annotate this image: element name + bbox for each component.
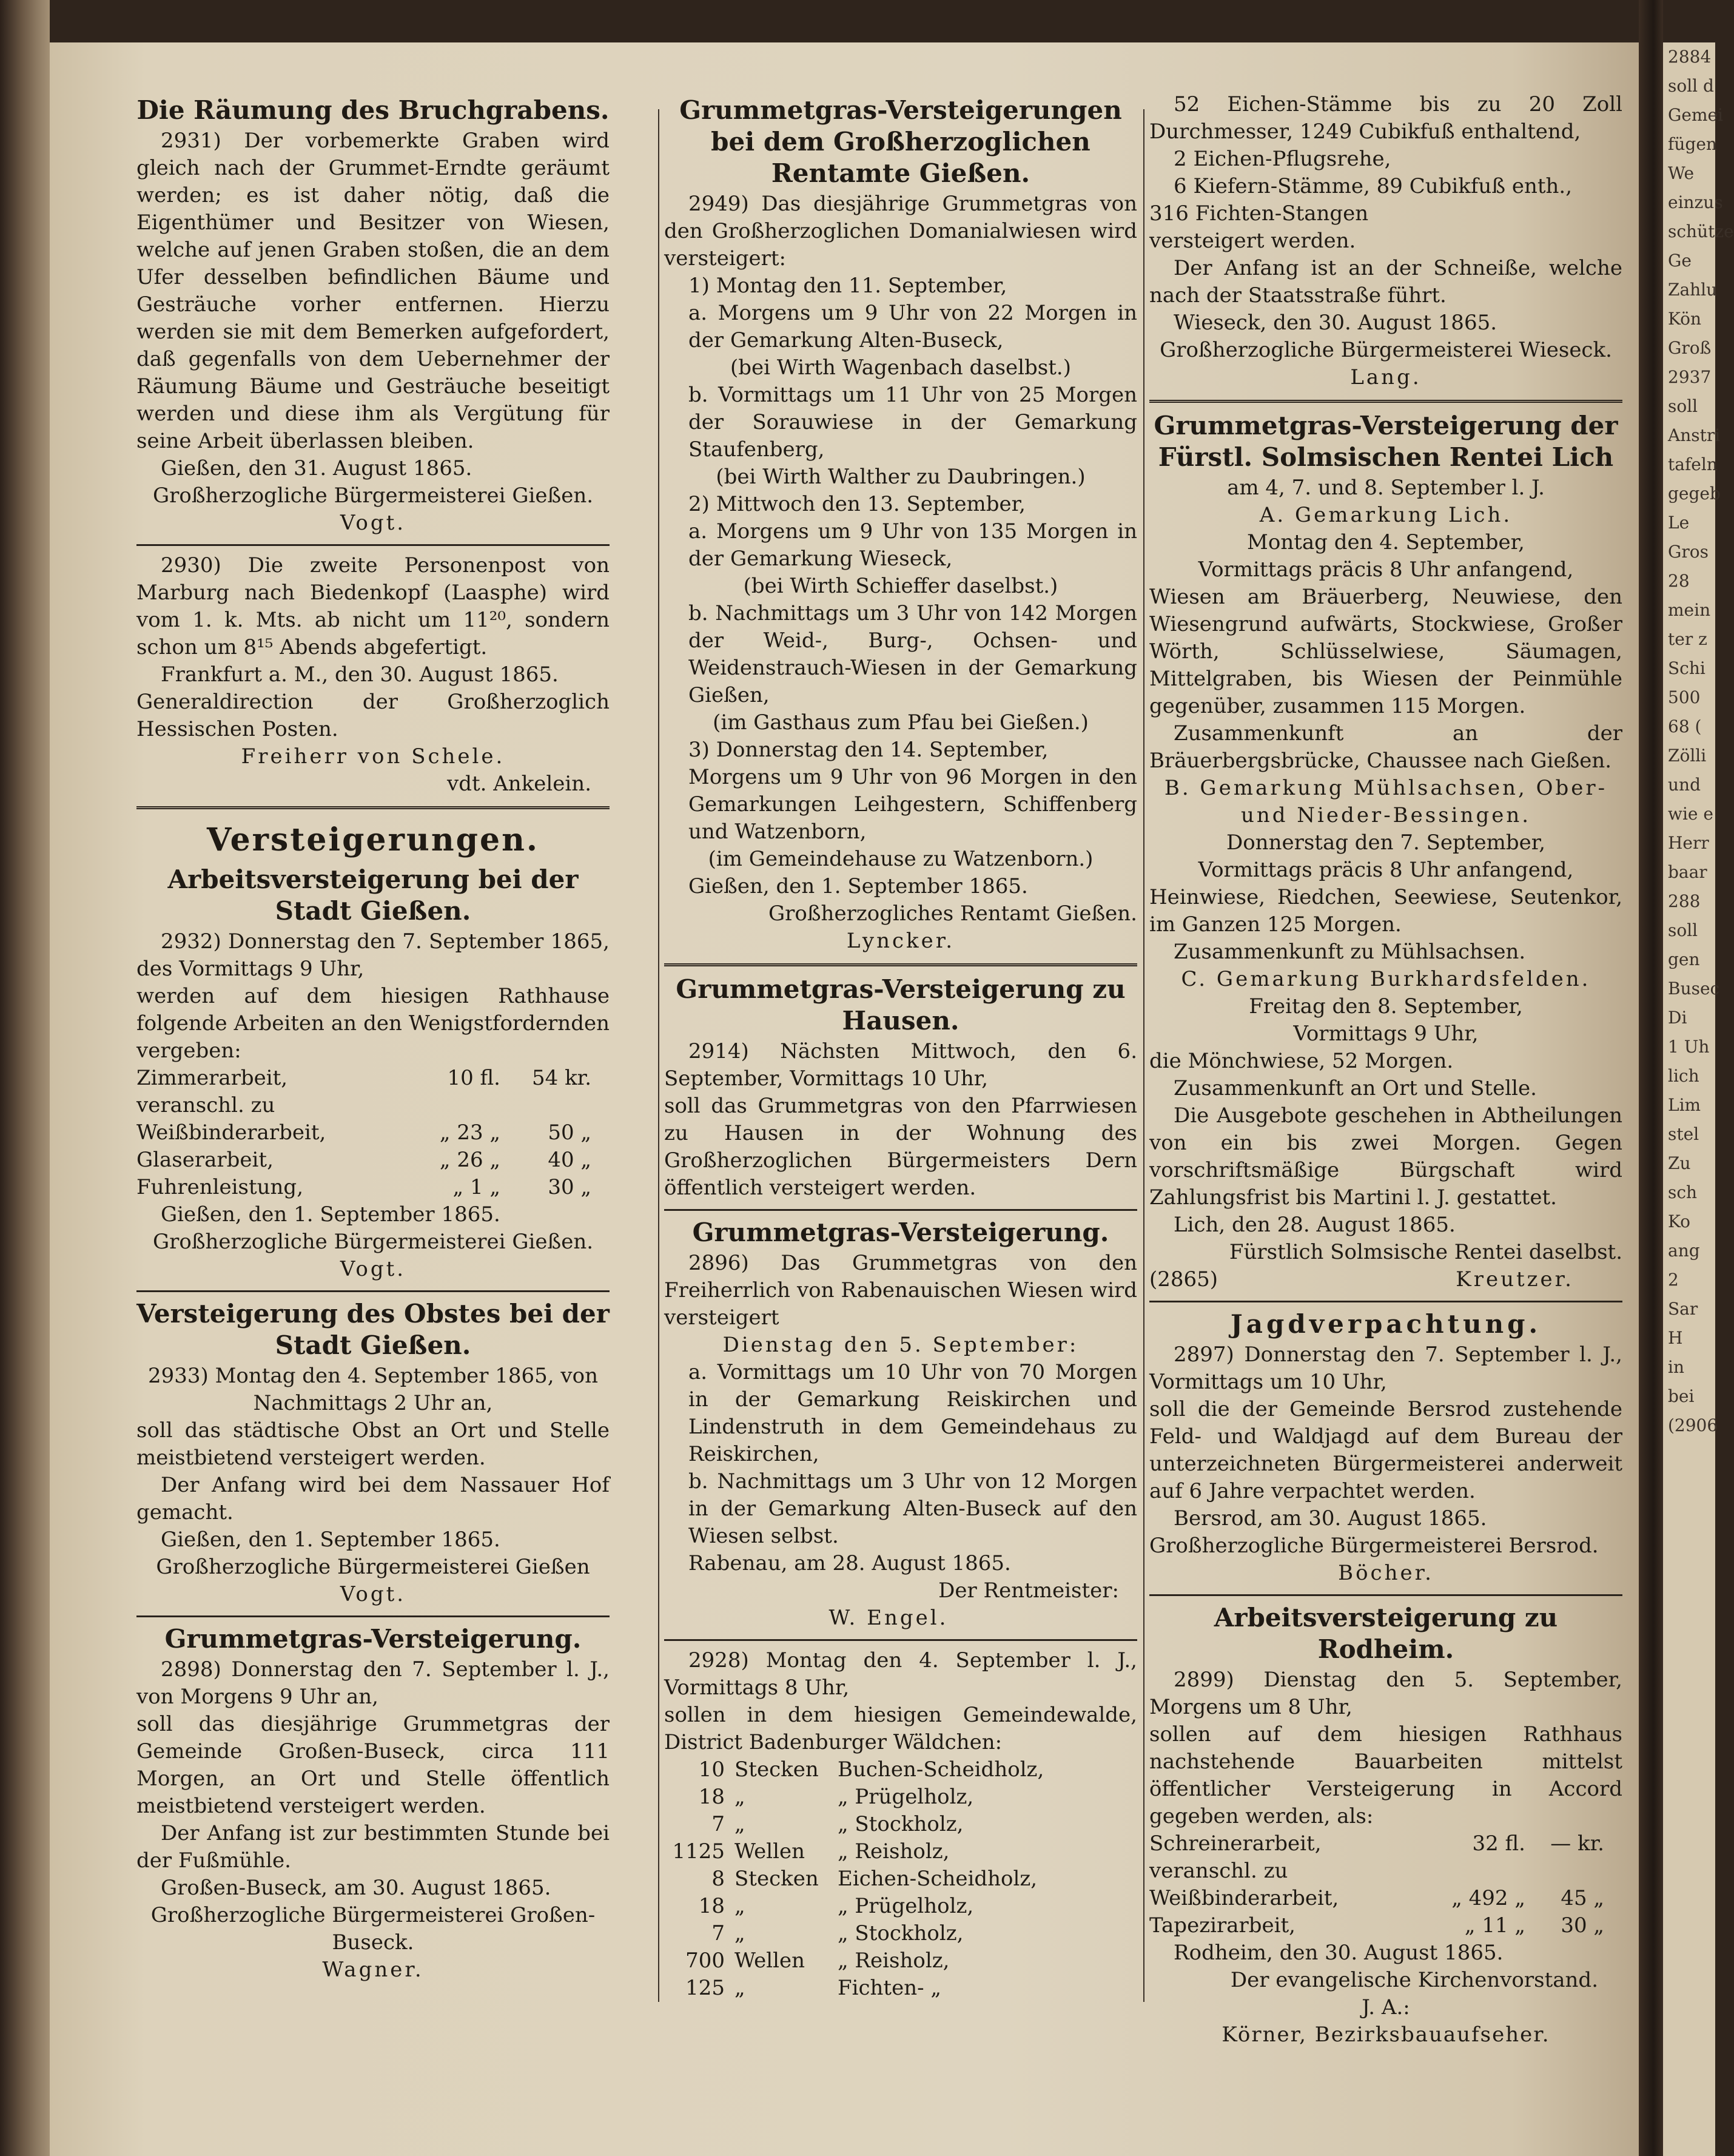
notice-signature: W. Engel.: [828, 1606, 949, 1630]
table-row: [136, 1065, 610, 1119]
notice-text: Wiesen am Bräuerberg, Neuwiese, den Wiesengrund aufwärts, Stockwiese, Großer Wörth, Schlüsselwiese, Säumagen, Mittelgraben, bis Wiesen der Peinmühle gegenüber, zusammen 115 Morgen.: [1149, 585, 1622, 718]
notice-text: Heinwiese, Riedchen, Seewiese, Seutenkor, im Ganzen 125 Morgen.: [1149, 885, 1622, 937]
notice-text: 2933) Montag den 4. September 1865, von Nachmittags 2 Uhr an,: [148, 1364, 598, 1415]
column-middle: [664, 91, 1137, 2020]
notice-title: Die Räumung des Bruchgrabens.: [136, 95, 610, 125]
table-cell: „ 23 „: [439, 1120, 500, 1145]
table-cell: „: [734, 1894, 745, 1918]
divider: [136, 544, 610, 546]
adjacent-page-fragment: Zu: [1668, 1153, 1691, 1173]
adjacent-page-fragment: Groß: [1668, 338, 1712, 358]
notice-text: sollen auf dem hiesigen Rathhaus nachstehende Bauarbeiten mittelst öffentlicher Versteigerung in Accord gegeben werden, als:: [1149, 1722, 1622, 1828]
table-cell: Stecken: [734, 1757, 819, 1782]
notice-text: die Mönchwiese, 52 Morgen.: [1149, 1049, 1454, 1073]
notice-text: Zusammenkunft an der Bräuerbergsbrücke, Chaussee nach Gießen.: [1149, 721, 1622, 773]
table-row: [664, 1947, 1137, 1975]
notice-title: Grummetgras-Versteigerung.: [164, 1624, 582, 1654]
section-title: Versteigerungen.: [207, 821, 539, 858]
adjacent-page-fragment: H: [1668, 1328, 1683, 1348]
table-row: [664, 1893, 1137, 1920]
table-cell: „ Prügelholz,: [838, 1785, 974, 1809]
notice-signature: Großherzogliche Bürgermeisterei Bersrod.: [1149, 1534, 1599, 1558]
table-cell: 7: [711, 1921, 725, 1945]
notice-title: Versteigerung des Obstes bei der Stadt Gießen.: [136, 1299, 610, 1360]
divider: [136, 1290, 610, 1292]
notice-text: Der Anfang ist zur bestimmten Stunde bei der Fußmühle.: [136, 1821, 610, 1873]
notice-text: Vormittags 9 Uhr,: [1293, 1022, 1479, 1046]
adjacent-page-fragment: Schi: [1668, 658, 1705, 678]
notice-signature: Großherzogliche Bürgermeisterei Gießen: [156, 1555, 590, 1579]
adjacent-page-fragment: mein: [1668, 600, 1711, 620]
notice-text: 1) Montag den 11. September,: [688, 274, 1007, 298]
divider: [664, 1209, 1137, 1211]
table-row: [664, 1865, 1137, 1893]
notice-signature: Lang.: [1350, 365, 1422, 389]
notice-text: soll die der Gemeinde Bersrod zustehende Feld- und Waldjagd auf dem Bureau der unterzeichneten Bürgermeisterei anderweit auf 6 Jahre verpachtet werden.: [1149, 1397, 1622, 1503]
notice-signature: Vogt.: [340, 1257, 406, 1281]
table-cell: — kr.: [1550, 1831, 1604, 1856]
adjacent-page-fragment: tafeln: [1668, 454, 1718, 474]
adjacent-page-fragment: stel: [1668, 1124, 1699, 1144]
table-cell: „: [734, 1812, 745, 1836]
notice-title: Grummetgras-Versteigerung der Fürstl. Solmsischen Rentei Lich: [1154, 411, 1618, 472]
notice-text: 2932) Donnerstag den 7. September 1865, des Vormittags 9 Uhr,: [136, 929, 610, 981]
adjacent-page-fragment: Gemei: [1668, 105, 1724, 125]
notice-text: Vormittags präcis 8 Uhr anfangend,: [1198, 858, 1574, 882]
adjacent-page-fragment: Ko: [1668, 1211, 1691, 1231]
notice-signature: Fürstlich Solmsische Rentei daselbst.: [1229, 1240, 1622, 1264]
table-cell: 18: [698, 1894, 725, 1918]
notice-signature: J. A.:: [1362, 1995, 1410, 2020]
adjacent-page-fragment: 500: [1668, 687, 1701, 707]
notice-title: Arbeitsversteigerung zu Rodheim.: [1214, 1603, 1558, 1664]
table-cell: „ Reisholz,: [838, 1949, 950, 1973]
notice-title: Grummetgras-Versteigerung zu Hausen.: [676, 974, 1126, 1036]
table-cell: Stecken: [734, 1867, 819, 1891]
table-cell: 8: [711, 1867, 725, 1891]
table-cell: 30 „: [1561, 1913, 1604, 1938]
notice-title: Jagdverpachtung.: [1230, 1309, 1542, 1339]
wood-table: [664, 1756, 1137, 2002]
adjacent-page-fragment: (2906: [1668, 1415, 1718, 1435]
notice-text: 2949) Das diesjährige Grummetgras von den Großherzoglichen Domanialwiesen wird versteigert:: [664, 192, 1137, 271]
notice-signature: Vogt.: [340, 511, 406, 535]
notice-text: soll das Grummetgras von den Pfarrwiesen zu Hausen in der Wohnung des Großherzoglichen Bürgermeisters Dern öffentlich versteigert werden.: [664, 1094, 1137, 1200]
table-cell: „ 492 „: [1451, 1886, 1525, 1910]
adjacent-page-fragment: in: [1668, 1357, 1684, 1377]
table-cell: Wellen: [734, 1949, 805, 1973]
table-cell: „ 1 „: [452, 1175, 500, 1199]
table-cell: Buchen-Scheidholz,: [838, 1757, 1044, 1782]
table-cell: 10 fl.: [447, 1066, 500, 1090]
divider: [664, 963, 1137, 966]
adjacent-page-fragment: Anstri: [1668, 425, 1721, 445]
notice-text: a. Morgens um 9 Uhr von 22 Morgen in der Gemarkung Alten-Buseck,: [688, 301, 1137, 352]
notice-text: 2898) Donnerstag den 7. September l. J., von Morgens 9 Uhr an,: [136, 1657, 610, 1709]
table-row: [1149, 1885, 1622, 1912]
table-row: [1149, 1912, 1622, 1939]
table-row: [664, 1920, 1137, 1947]
adjacent-page-fragment: 2: [1668, 1270, 1679, 1290]
notice-signature: Der Rentmeister:: [938, 1578, 1119, 1603]
column-left: [136, 91, 610, 2020]
notice-signature: Wagner.: [322, 1958, 424, 1982]
notice-text: 52 Eichen-Stämme bis zu 20 Zoll Durchmesser, 1249 Cubikfuß enthaltend,: [1149, 92, 1622, 144]
adjacent-page-fragment: Gros: [1668, 542, 1709, 562]
adjacent-page-fragment: Herr: [1668, 833, 1709, 853]
notice-text: Vormittags präcis 8 Uhr anfangend,: [1198, 558, 1574, 582]
adjacent-page-fragment: Zölli: [1668, 746, 1707, 766]
table-cell: 700: [685, 1949, 725, 1973]
notice-text: C. Gemarkung Burkhardsfelden.: [1181, 967, 1591, 991]
table-cell: 18: [698, 1785, 725, 1809]
notice-text: 316 Fichten-Stangen: [1149, 201, 1369, 226]
notice-text: 2914) Nächsten Mittwoch, den 6. September, Vormittags 10 Uhr,: [664, 1039, 1137, 1091]
table-cell: 1125: [672, 1839, 725, 1864]
table-cell: Schreinerarbeit, veranschl. zu: [1149, 1831, 1322, 1883]
table-cell: Glaserarbeit,: [136, 1148, 274, 1172]
adjacent-page-fragment: Lim: [1668, 1095, 1701, 1115]
table-row: [136, 1147, 610, 1174]
notice-text: 3) Donnerstag den 14. September,: [688, 738, 1049, 762]
notice-footer: [1149, 1266, 1622, 1293]
divider: [1149, 400, 1622, 403]
book-edge-left: [0, 0, 50, 2156]
notice-text: soll das städtische Obst an Ort und Stelle meistbietend versteigert werden.: [136, 1418, 610, 1470]
adjacent-page-fragment: Ge: [1668, 251, 1692, 271]
adjacent-page-fragment: bei: [1668, 1386, 1695, 1406]
notice-date: Rodheim, den 30. August 1865.: [1174, 1941, 1504, 1965]
notice-date: Rabenau, am 28. August 1865.: [688, 1551, 1011, 1575]
adjacent-page-fragment: gegeb: [1668, 483, 1721, 504]
notice-text: 2930) Die zweite Personenpost von Marburg nach Biedenkopf (Laasphe) wird vom 1. k. Mts. ab nicht um 11²⁰, sondern schon um 8¹⁵ Abends abgefertigt.: [136, 553, 610, 659]
notice-signature: Freiherr von Schele.: [241, 744, 505, 769]
table-cell: 40 „: [548, 1148, 591, 1172]
table-row: [136, 1174, 610, 1201]
notice-text: Dienstag den 5. September:: [722, 1333, 1079, 1357]
adjacent-page-fragment: Sar: [1668, 1299, 1698, 1319]
adjacent-page-fragment: We: [1668, 163, 1695, 183]
table-cell: Zimmerarbeit, veranschl. zu: [136, 1066, 288, 1117]
table-cell: „ Reisholz,: [838, 1839, 950, 1864]
notice-signature: Großherzogliche Bürgermeisterei Großen-Buseck.: [150, 1903, 596, 1955]
table-cell: Eichen-Scheidholz,: [838, 1867, 1038, 1891]
notice-text: versteigert werden.: [1149, 229, 1356, 253]
notice-text: (bei Wirth Schieffer daselbst.): [743, 574, 1058, 598]
adjacent-page-fragment: gen: [1668, 949, 1700, 969]
notice-text: 2896) Das Grummetgras von den Freiherrlich von Rabenauischen Wiesen wird versteigert: [664, 1251, 1137, 1330]
column-right: [1149, 91, 1622, 2047]
table-cell: Weißbinderarbeit,: [1149, 1886, 1339, 1910]
adjacent-page-fragment: fügen: [1668, 134, 1717, 154]
adjacent-page-fragment: einzus: [1668, 192, 1723, 212]
adjacent-page-fragment: Zahlu: [1668, 280, 1718, 300]
notice-text: a. Morgens um 9 Uhr von 135 Morgen in der Gemarkung Wieseck,: [688, 519, 1137, 571]
notice-text: sollen in dem hiesigen Gemeindewalde, District Badenburger Wäldchen:: [664, 1703, 1137, 1754]
adjacent-page-fragment: Busec: [1668, 979, 1720, 999]
notice-signature: Kreutzer.: [1456, 1267, 1574, 1292]
adjacent-page-fragment: soll: [1668, 396, 1698, 416]
notice-date: Gießen, den 1. September 1865.: [688, 874, 1028, 898]
notice-text: werden auf dem hiesigen Rathhause folgende Arbeiten an den Wenigstfordernden vergeben:: [136, 984, 610, 1063]
divider: [136, 1615, 610, 1617]
table-cell: „ Stockholz,: [838, 1812, 964, 1836]
adjacent-page-fragment: baar: [1668, 862, 1707, 882]
cost-table: [136, 1065, 610, 1201]
notice-date: Wieseck, den 30. August 1865.: [1174, 311, 1497, 335]
table-row: [664, 1838, 1137, 1865]
table-cell: 125: [685, 1976, 725, 2000]
column-rule: [658, 109, 659, 2002]
notice-text: Zusammenkunft an Ort und Stelle.: [1174, 1076, 1537, 1100]
notice-date: Lich, den 28. August 1865.: [1174, 1213, 1456, 1237]
notice-signature: Böcher.: [1338, 1561, 1434, 1585]
adjacent-page-fragment: wie e: [1668, 804, 1713, 824]
adjacent-page-fragment: 28: [1668, 571, 1690, 591]
table-cell: Weißbinderarbeit,: [136, 1120, 326, 1145]
adjacent-page-fragment: sch: [1668, 1182, 1698, 1202]
notice-text: 2931) Der vorbemerkte Graben wird gleich nach der Grummet-Erndte geräumt werden; es ist daher nötig, daß die Eigenthümer und Besitzer von Wiesen, welche auf jenen Graben stoßen, die an dem Ufer desselben befindlichen Bäume und Gesträuche vorher entfernen. Hierzu werden sie mit dem Bemerken aufgefordert, daß gegenfalls von dem Uebernehmer der Räumung Bäume und Gesträuche beseitigt werden und diese ihm als Vergütung für seine Arbeit überlassen bleiben.: [136, 129, 610, 453]
table-cell: „: [734, 1921, 745, 1945]
notice-title: Grummetgras-Versteigerungen bei dem Großherzoglichen Rentamte Gießen.: [679, 95, 1122, 188]
table-row: [664, 1784, 1137, 1811]
notice-text: Morgens um 9 Uhr von 96 Morgen in den Gemarkungen Leihgestern, Schiffenberg und Watzenborn,: [688, 765, 1137, 844]
notice-text: Freitag den 8. September,: [1249, 994, 1523, 1019]
notice-text: (bei Wirth Wagenbach daselbst.): [730, 355, 1071, 380]
adjacent-page-fragment: Le: [1668, 513, 1690, 533]
notice-text: 2897) Donnerstag den 7. September l. J., Vormittags um 10 Uhr,: [1149, 1342, 1622, 1394]
notice-text: b. Nachmittags um 3 Uhr von 12 Morgen in der Gemarkung Alten-Buseck auf den Wiesen selbst.: [688, 1469, 1137, 1548]
notice-text: am 4, 7. und 8. September l. J.: [1227, 476, 1545, 500]
adjacent-page-fragment: und: [1668, 775, 1701, 795]
table-cell: 30 „: [548, 1175, 591, 1199]
notice-date: Gießen, den 31. August 1865.: [161, 456, 472, 480]
notice-signature: vdt. Ankelein.: [447, 772, 591, 796]
notice-text: Der Anfang ist an der Schneiße, welche nach der Staatsstraße führt.: [1149, 256, 1622, 308]
adjacent-page-fragment: ter z: [1668, 629, 1707, 649]
adjacent-page-fragment: Di: [1668, 1008, 1687, 1028]
notice-text: Der Anfang wird bei dem Nassauer Hof gemacht.: [136, 1473, 610, 1524]
notice-date: Bersrod, am 30. August 1865.: [1174, 1506, 1487, 1531]
table-row: [664, 1756, 1137, 1784]
cost-table: [1149, 1830, 1622, 1939]
notice-text: Montag den 4. September,: [1247, 530, 1525, 554]
adjacent-page-fragment: soll d: [1668, 76, 1714, 96]
divider: [1149, 1594, 1622, 1596]
notice-signature: Vogt.: [340, 1582, 406, 1606]
notice-title: Grummetgras-Versteigerung.: [692, 1218, 1109, 1247]
table-cell: 50 „: [548, 1120, 591, 1145]
table-cell: „: [734, 1785, 745, 1809]
notice-signature: Großherzogliche Bürgermeisterei Gießen.: [152, 1230, 594, 1254]
table-row: [1149, 1830, 1622, 1885]
notice-date: Gießen, den 1. September 1865.: [161, 1202, 500, 1227]
table-cell: Fichten- „: [838, 1976, 941, 2000]
notice-text: 6 Kiefern-Stämme, 89 Cubikfuß enth.,: [1174, 174, 1573, 198]
book-gutter: [1639, 0, 1663, 2156]
adjacent-page-fragment: schütze: [1668, 221, 1734, 241]
notice-text: 2899) Dienstag den 5. September, Morgens um 8 Uhr,: [1149, 1668, 1622, 1719]
notice-text: B. Gemarkung Mühlsachsen, Ober- und Nieder-Bessingen.: [1164, 776, 1608, 827]
notice-text: b. Nachmittags um 3 Uhr von 142 Morgen der Weid-, Burg-, Ochsen- und Weidenstrauch-Wiesen in der Gemarkung Gießen,: [688, 601, 1137, 707]
notice-text: 2) Mittwoch den 13. September,: [688, 492, 1026, 516]
notice-title: Arbeitsversteigerung bei der Stadt Gießen.: [167, 864, 579, 926]
notice-signature: Großherzogliches Rentamt Gießen.: [768, 901, 1137, 926]
table-cell: „: [734, 1976, 745, 2000]
table-row: [664, 1811, 1137, 1838]
notice-signature: Großherzogliche Bürgermeisterei Wieseck.: [1160, 338, 1612, 362]
notice-signature: Lyncker.: [846, 929, 955, 953]
table-cell: Tapezirarbeit,: [1149, 1913, 1295, 1938]
table-cell: „ Stockholz,: [838, 1921, 964, 1945]
adjacent-page-fragment: 68 (: [1668, 716, 1702, 736]
notice-number: (2865): [1149, 1267, 1218, 1292]
table-cell: 32 fl.: [1472, 1831, 1525, 1856]
notice-text: (im Gasthaus zum Pfau bei Gießen.): [713, 710, 1089, 735]
adjacent-page-fragment: 1 Uh: [1668, 1037, 1710, 1057]
notice-text: A. Gemarkung Lich.: [1259, 503, 1513, 527]
table-cell: „ 11 „: [1464, 1913, 1525, 1938]
table-cell: „ 26 „: [439, 1148, 500, 1172]
adjacent-page-fragment: 2937: [1668, 367, 1712, 387]
adjacent-page-fragment: soll: [1668, 920, 1698, 940]
notice-date: Frankfurt a. M., den 30. August 1865.: [161, 662, 559, 687]
adjacent-page-fragment: Kön: [1668, 309, 1702, 329]
notice-text: a. Vormittags um 10 Uhr von 70 Morgen in der Gemarkung Reiskirchen und Lindenstruth in dem Gemeindehaus zu Reiskirchen,: [688, 1360, 1137, 1466]
notice-text: 2 Eichen-Pflugsrehe,: [1174, 147, 1391, 171]
adjacent-page-fragment: ang: [1668, 1241, 1700, 1261]
notice-text: soll das diesjährige Grummetgras der Gemeinde Großen-Buseck, circa 111 Morgen, an Ort und Stelle öffentlich meistbietend versteigert werden.: [136, 1712, 610, 1818]
table-cell: 10: [698, 1757, 725, 1782]
table-row: [136, 1119, 610, 1147]
notice-signature: Körner, Bezirksbauaufseher.: [1222, 2023, 1550, 2047]
adjacent-page-edge: [1663, 42, 1734, 2156]
notice-signature: Der evangelische Kirchenvorstand.: [1230, 1968, 1598, 1992]
divider: [136, 806, 610, 809]
adjacent-page-fragment: lich: [1668, 1066, 1699, 1086]
notice-date: Großen-Buseck, am 30. August 1865.: [161, 1876, 551, 1900]
notice-text: b. Vormittags um 11 Uhr von 25 Morgen der Sorauwiese in der Gemarkung Staufenberg,: [688, 383, 1137, 462]
table-cell: 54 kr.: [532, 1066, 591, 1090]
table-cell: 45 „: [1561, 1886, 1604, 1910]
table-row: [664, 1975, 1137, 2002]
table-cell: Fuhrenleistung,: [136, 1175, 304, 1199]
notice-signature: Großherzogliche Bürgermeisterei Gießen.: [152, 483, 594, 508]
notice-text: (im Gemeindehause zu Watzenborn.): [708, 847, 1094, 871]
notice-text: Die Ausgebote geschehen in Abtheilungen von ein bis zwei Morgen. Gegen vorschriftsmäßige Bürgschaft wird Zahlungsfrist bis Martini l. J. gestattet.: [1149, 1103, 1622, 1210]
table-cell: Wellen: [734, 1839, 805, 1864]
divider: [1149, 1301, 1622, 1302]
adjacent-page-fragment: 2884: [1668, 47, 1712, 67]
notice-date: Gießen, den 1. September 1865.: [161, 1528, 500, 1552]
adjacent-page-fragment: 288: [1668, 891, 1701, 911]
divider: [664, 1639, 1137, 1641]
column-rule: [1143, 109, 1144, 2002]
notice-text: 2928) Montag den 4. September l. J., Vormittags 8 Uhr,: [664, 1648, 1137, 1700]
table-cell: 7: [711, 1812, 725, 1836]
notice-signature: Generaldirection der Großherzoglich Hessischen Posten.: [136, 690, 610, 741]
notice-text: (bei Wirth Walther zu Daubringen.): [716, 465, 1086, 489]
notice-text: Zusammenkunft zu Mühlsachsen.: [1174, 940, 1526, 964]
table-cell: „ Prügelholz,: [838, 1894, 974, 1918]
notice-text: Donnerstag den 7. September,: [1226, 830, 1546, 855]
